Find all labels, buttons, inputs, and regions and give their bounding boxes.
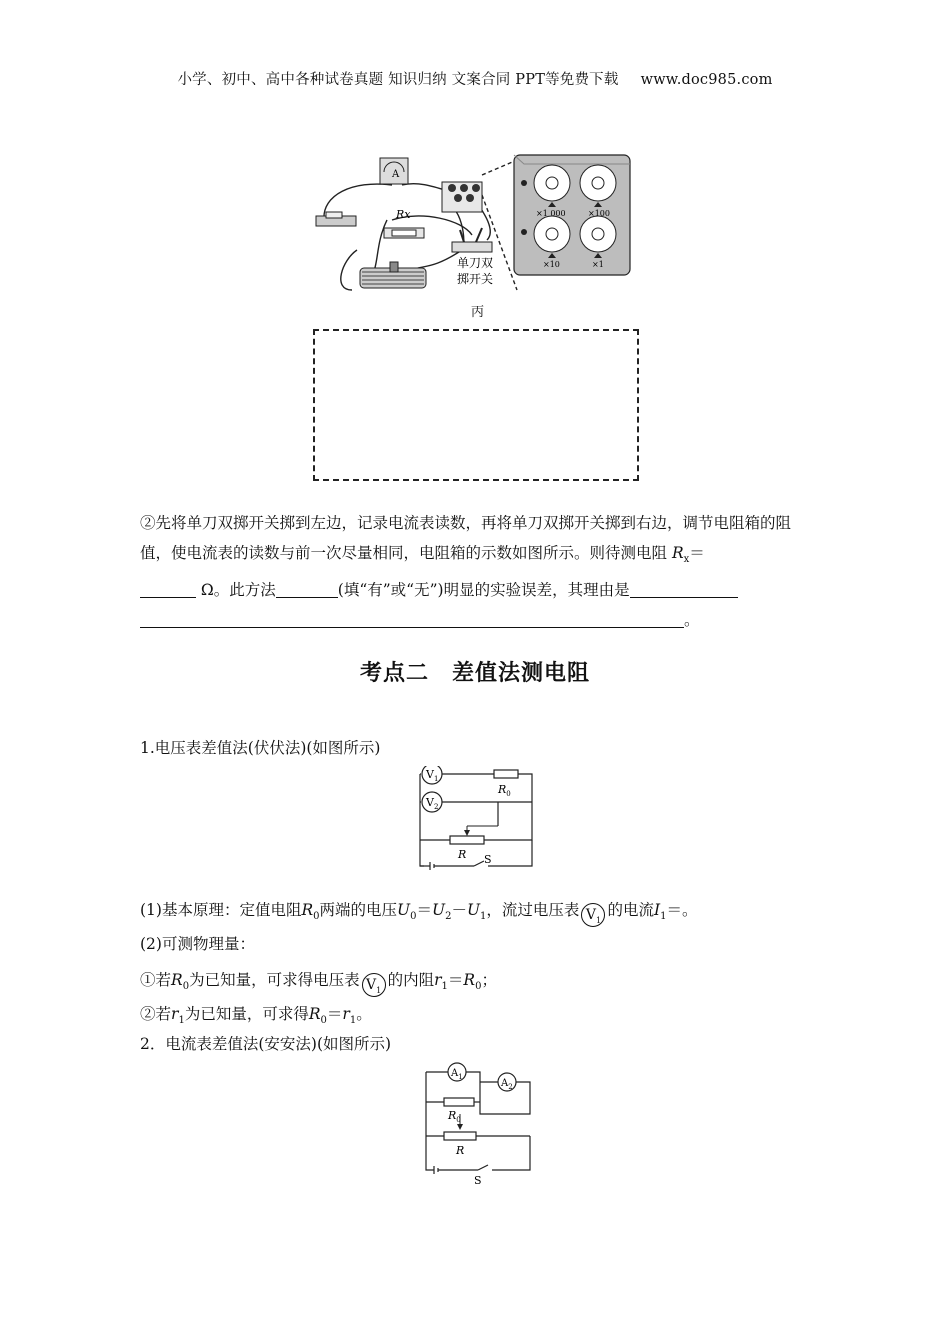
v1-meter-icon: $V_1$	[581, 903, 605, 927]
battery-icon	[316, 212, 356, 226]
ammeter-difference-circuit	[420, 1062, 540, 1186]
r-label-2: R	[456, 1144, 465, 1157]
answer-blank-reason-2[interactable]	[140, 609, 684, 628]
v2-label: $V_2$	[426, 796, 439, 811]
dial-label-x10: ×10	[543, 260, 560, 269]
item1-line: ①若$R_0$为已知量，可求得电压表 $V_1$的内阻$r_1=R_0$；	[140, 968, 497, 997]
rx-resistor-icon	[384, 228, 424, 238]
switch-label-2: 掷开关	[457, 272, 494, 286]
spdt-switch-icon	[452, 228, 492, 252]
apparatus-figure	[312, 150, 642, 320]
dial-label-x100: ×100	[588, 209, 610, 218]
a1-label: $A_1$	[451, 1068, 463, 1081]
question-paragraph: ②先将单刀双掷开关掷到左边，记录电流表读数，再将单刀双掷开关掷到右边，调节电阻箱的阻值，使电流表的读数与前一次尽量相同，电阻箱的示数如图所示。则待测电阻 $R_x=$ Ω。此方法 (填“有”或“无”)明显的实验误差，其理由是 。	[140, 514, 792, 630]
s-label-2: S	[474, 1174, 482, 1186]
ammeter-label: A	[392, 169, 400, 180]
voltmeter-difference-circuit	[414, 766, 544, 878]
answer-blank-rx[interactable]	[140, 579, 196, 598]
rx-label: Rx	[396, 208, 411, 221]
section2-title: 2．电流表差值法(安安法)(如图所示)	[140, 1035, 392, 1053]
dial-label-x1: ×1	[592, 260, 604, 269]
principle-line: (1)基本原理：定值电阻$R_0$两端的电压$U_0=U_2-U_1$，流过电压表 $V_1$的电流$I_1=$。	[140, 898, 697, 927]
a2-label: $A_2$	[501, 1078, 513, 1091]
switch-label-1: 单刀双	[457, 256, 494, 270]
v1-meter-icon-2: $V_1$	[362, 973, 386, 997]
section1-title: 1.电压表差值法(伏伏法)(如图所示)	[140, 739, 381, 757]
r0-label: $R_0$	[498, 783, 511, 798]
v1-label: $V_1$	[426, 768, 439, 783]
r0-label-2: $R_0$	[448, 1109, 461, 1124]
resistance-box-panel	[514, 155, 630, 275]
r-label: R	[458, 848, 467, 861]
resistance-box-small	[442, 182, 482, 212]
header-site[interactable]: www.doc985.com	[640, 72, 773, 88]
dial-label-x1000: ×1 000	[536, 209, 566, 218]
answer-blank-error[interactable]	[276, 579, 338, 598]
s-label: S	[484, 853, 492, 866]
header-text: 小学、初中、高中各种试卷真题 知识归纳 文案合同 PPT等免费下载	[177, 72, 619, 88]
section-heading: 考点二 差值法测电阻	[359, 660, 590, 686]
answer-blank-reason-1[interactable]	[630, 579, 738, 598]
answer-drawing-box[interactable]	[313, 329, 639, 481]
figure-caption: 丙	[471, 305, 485, 320]
rheostat-icon	[360, 262, 426, 288]
measurable-line: (2)可测物理量：	[140, 935, 255, 953]
page-header	[0, 68, 950, 89]
item2-line: ②若$r_1$为已知量，可求得$R_0=r_1$。	[140, 1005, 372, 1027]
